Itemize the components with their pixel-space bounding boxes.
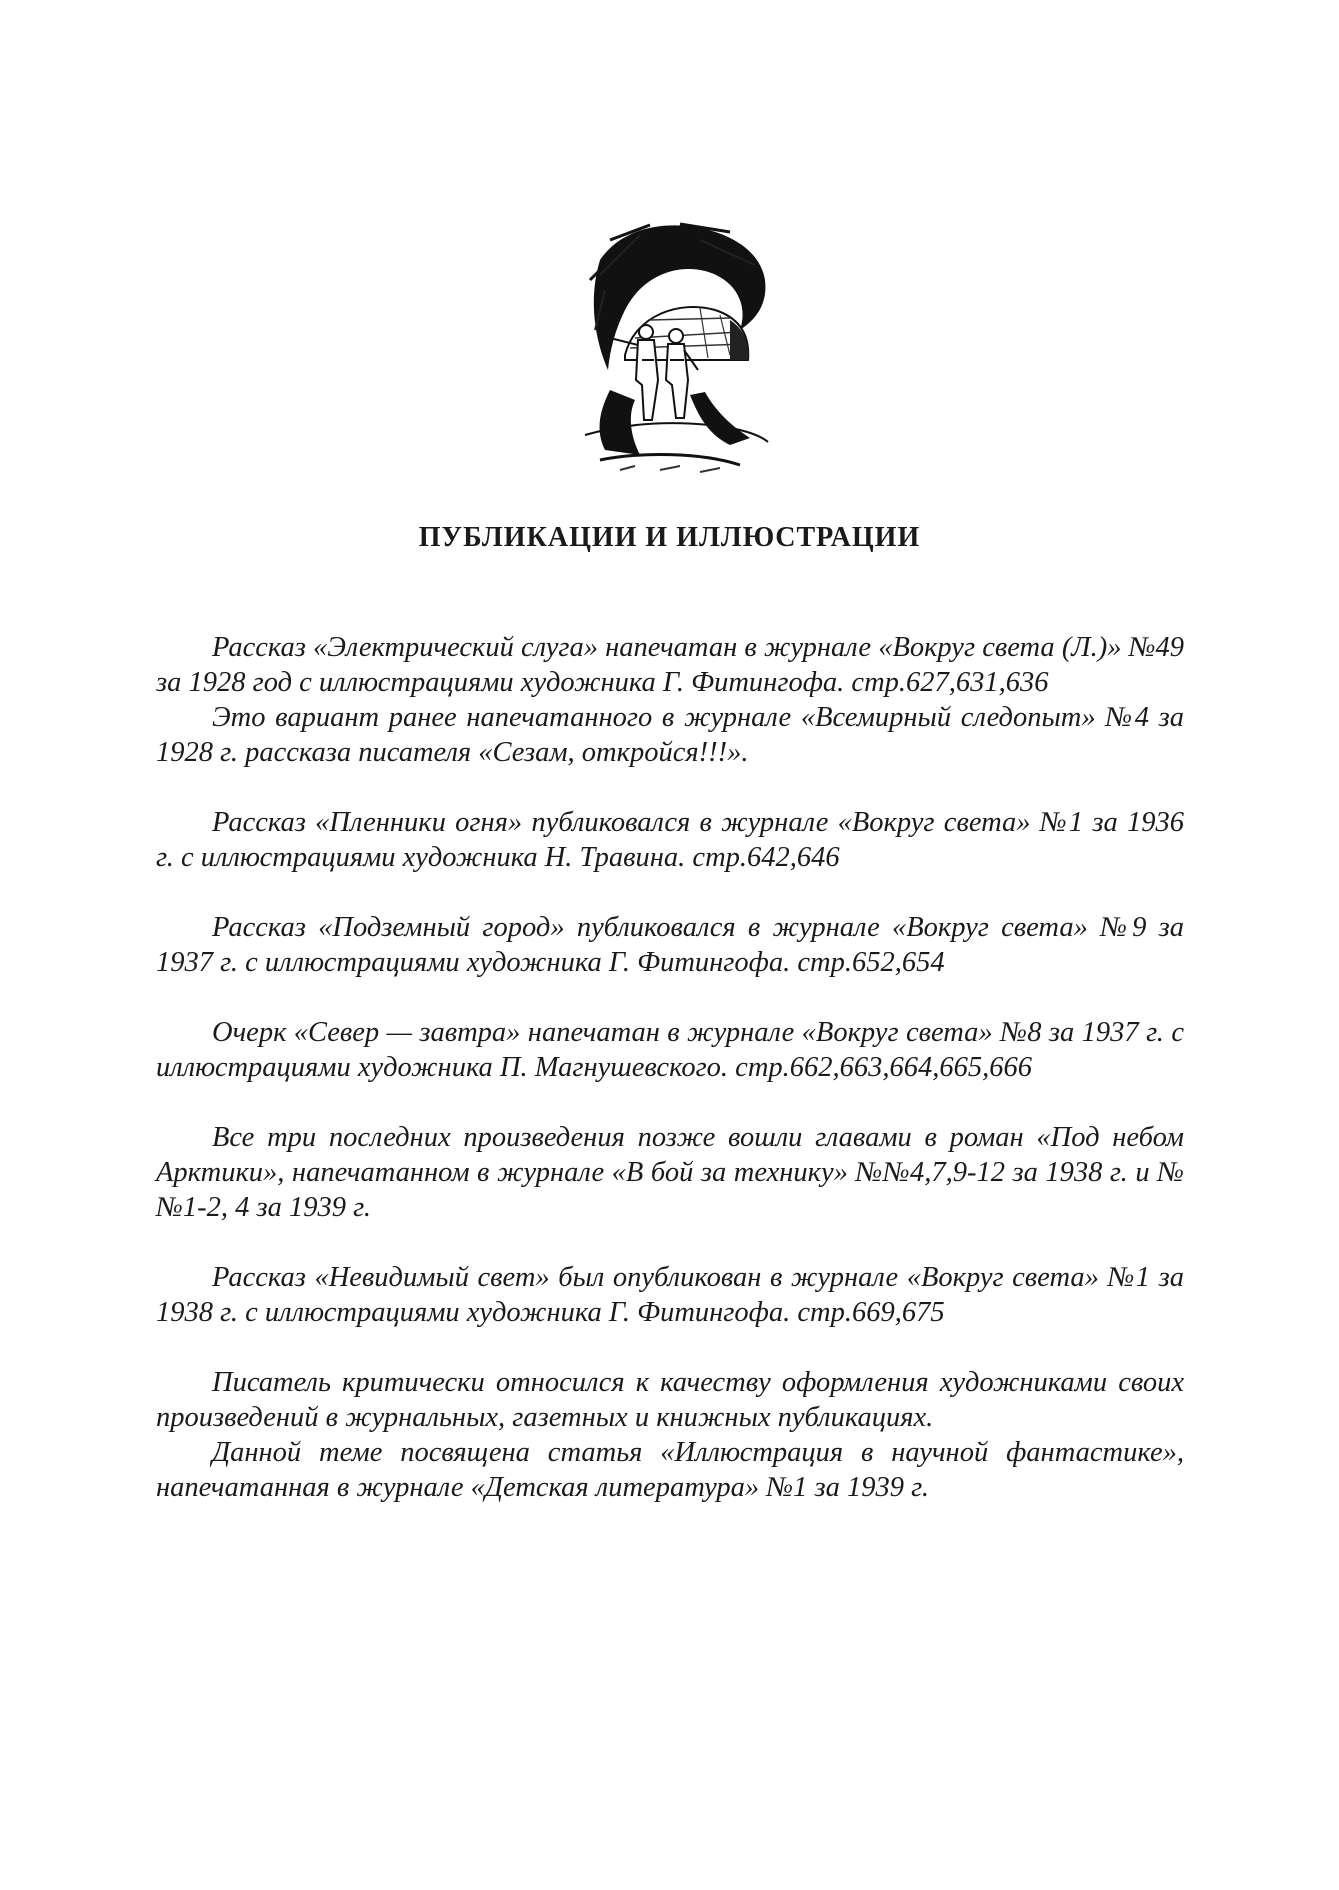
paragraph: Рассказ «Подземный город» публиковался в журнале «Вокруг света» №9 за 1937 г. с иллюстрациями художника Г. Фитингофа. стр.652,654: [156, 912, 1184, 978]
paragraph-block: [156, 630, 1184, 770]
paragraph-block: [156, 1260, 1184, 1330]
paragraph-block: [156, 1015, 1184, 1085]
paragraph: Рассказ «Электрический слуга» напечатан в журнале «Вокруг света (Л.)» №49 за 1928 год с иллюстрациями художника Г. Фитингофа. стр.627,631,636: [156, 632, 1184, 698]
page-title: ПУБЛИКАЦИИ И ИЛЛЮСТРАЦИИ: [418, 522, 921, 553]
vignette-illustration: [580, 220, 770, 480]
paragraph: Все три последних произведения позже вошли главами в роман «Под небом Арктики», напечатанном в журнале «В бой за технику» №№4,7,9-12 за 1938 г. и №№1-2, 4 за 1939 г.: [156, 1122, 1184, 1223]
paragraph: Это вариант ранее напечатанного в журнале «Всемирный следопыт» №4 за 1928 г. рассказа писателя «Сезам, откройся!!!».: [156, 702, 1184, 768]
paragraph: Данной теме посвящена статья «Иллюстрация в научной фантастике», напечатанная в журнале «Детская литература» №1 за 1939 г.: [156, 1437, 1184, 1503]
paragraph: Рассказ «Невидимый свет» был опубликован в журнале «Вокруг света» №1 за 1938 г. с иллюстрациями художника Г. Фитингофа. стр.669,675: [156, 1262, 1184, 1328]
paragraph: Писатель критически относился к качеству оформления художниками своих произведений в журнальных, газетных и книжных публикациях.: [156, 1367, 1184, 1433]
paragraph-block: [156, 805, 1184, 875]
paragraph-block: [156, 1120, 1184, 1225]
document-body: [156, 630, 1184, 1540]
paragraph-block: [156, 910, 1184, 980]
paragraph: Очерк «Север — завтра» напечатан в журнале «Вокруг света» №8 за 1937 г. с иллюстрациями художника П. Магнушевского. стр.662,663,664,665,666: [156, 1017, 1184, 1083]
paragraph: Рассказ «Пленники огня» публиковался в журнале «Вокруг света» №1 за 1936 г. с иллюстрациями художника Н. Травина. стр.642,646: [156, 807, 1184, 873]
paragraph-block: [156, 1365, 1184, 1505]
